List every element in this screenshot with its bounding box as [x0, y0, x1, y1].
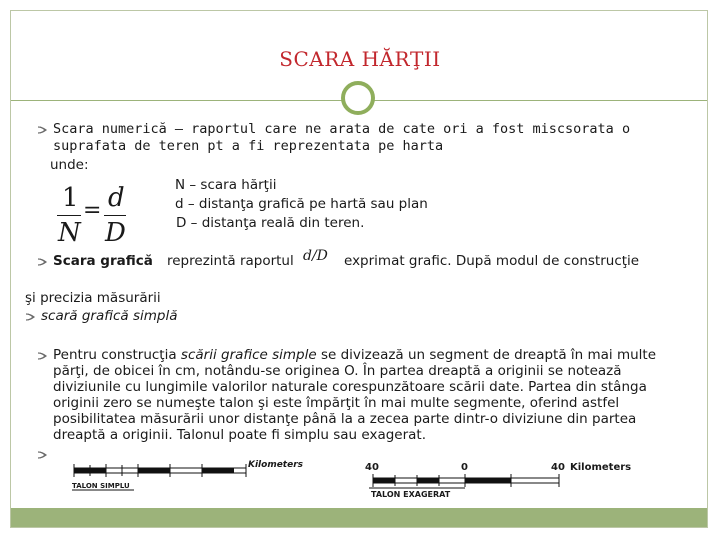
bullet1-line2: suprafata de teren pt a fi reprezentata pe harta	[53, 138, 444, 154]
footer-band	[11, 508, 707, 527]
bullet-icon	[37, 258, 47, 266]
bullet-icon	[37, 126, 47, 134]
ring-ornament	[341, 81, 375, 115]
simple-scale-unit: Kilometers	[248, 460, 304, 470]
bullet1-line1: Scara numerică – raportul care ne arata de cate ori a fost miscsorata o	[53, 121, 631, 137]
bullet2-line2: şi precizia măsurării	[25, 290, 161, 306]
def-n: N – scara hărţii	[175, 177, 277, 193]
def-big-d: D – distanţa reală din teren.	[176, 215, 365, 231]
bullet3-text: scară grafică simplă	[41, 308, 178, 324]
bullet2-bold: Scara grafică	[53, 253, 153, 269]
simple-scale-figure	[64, 458, 336, 498]
exag-left-label: 40	[365, 462, 379, 473]
bullet4-line1	[53, 347, 656, 363]
exag-zero-label: 0	[461, 462, 468, 473]
exag-scale-unit: Kilometers	[570, 462, 632, 473]
formula-d: d	[108, 183, 125, 213]
bullet2-rest: exprimat grafic. După modul de construcţie	[344, 253, 640, 269]
bullet-icon	[25, 313, 35, 321]
exag-right-label: 40	[551, 462, 565, 473]
unde-label: unde:	[50, 157, 89, 173]
exag-scale-figure	[365, 458, 637, 506]
bullet4-line1-rest: se divizează un segment de dreaptă în mai multe	[320, 347, 657, 363]
formula-left-bar	[57, 215, 81, 216]
bullet4-line5: posibilitatea măsurării unor distanţe până la a zecea parte dintr-o diviziune din partea	[53, 411, 637, 427]
bullet4-prefix: Pentru construcţia	[53, 347, 177, 363]
formula-n: N	[58, 218, 81, 248]
formula-big-d: D	[105, 218, 126, 248]
bullet-icon	[37, 451, 47, 459]
bullet4-line4: originii zero se numeşte talon şi este împărţit în mai multe segmente, oferind astfel	[53, 395, 620, 411]
exag-scale-talon: TALON EXAGERAT	[371, 490, 451, 499]
inline-formula: d/D	[303, 248, 328, 264]
def-d: d – distanţa grafică pe hartă sau plan	[175, 196, 428, 212]
formula-right-bar	[104, 215, 126, 216]
bullet2-mid: reprezintă raportul	[167, 253, 294, 269]
bullet4-line2: părţi, de obicei în cm, notându-se originea O. În partea dreaptă a originii se notează	[53, 363, 622, 379]
simple-scale-talon: TALON SIMPLU	[72, 482, 130, 490]
bullet4-line6: dreaptă a originii. Talonul poate fi simplu sau exagerat.	[53, 427, 427, 443]
slide-title: SCARA HĂRŢII	[279, 47, 441, 71]
formula-one: 1	[62, 183, 79, 213]
bullet4-italic: scării grafice simple	[180, 347, 317, 363]
formula-eq: =	[83, 198, 102, 223]
bullet-icon	[37, 352, 47, 360]
bullet4-line3: diviziunile cu lungimile valorilor naturale corespunzătoare scării date. Partea din stânga	[53, 379, 647, 395]
